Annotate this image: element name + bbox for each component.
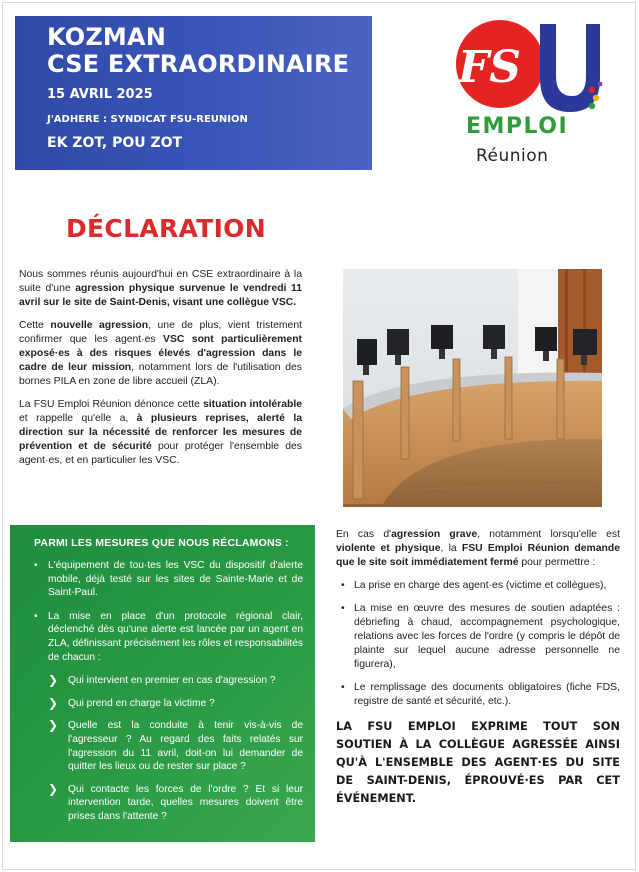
measures-box [10, 525, 315, 842]
intro-paragraph-2 [19, 319, 302, 389]
intro-p3-bold-a: situation intolérable [203, 399, 302, 410]
office-desks-photo [343, 269, 602, 507]
protocol-questions [48, 674, 303, 823]
fsu-logo-icon [452, 18, 612, 118]
intro-text [19, 268, 302, 477]
grave-list [336, 579, 620, 709]
grave-bold-c: FSU Emploi Réunion demande que le site soit immédiatement fermé [336, 543, 621, 568]
protocol-question [48, 697, 303, 711]
grave-bold-a: agression grave [391, 529, 478, 540]
question-text: Qui prend en charge la victime ? [68, 697, 215, 709]
intro-p1-bold: agression physique survenue le vendredi 11 avril sur le site de Saint-Denis, visant une collègue VSC. [19, 283, 302, 308]
intro-p2-text-b: , une de plus, vient tristement confirmer que les agent·es [19, 320, 303, 345]
logo-emploi: EMPLOI [466, 114, 569, 139]
chevron-right-icon: ❯ [48, 673, 59, 688]
grave-text-c: , la [440, 543, 462, 554]
intro-p2-text-a: Cette [19, 320, 51, 331]
grave-list-item: • La mise en œuvre des mesures de soutien adaptées : débriefing à chaud, accompagnement psychologique, relations avec les forces de l'ordre (y compris le dépôt de plainte sur lequel aucune adresse personnelle ne figurera), [336, 602, 620, 672]
declaration-title: DÉCLARATION [66, 214, 266, 243]
question-text: Qui contacte les forces de l'ordre ? Et si leur intervention tarde, quelles mesures doivent être prises dans l'attente ? [68, 783, 303, 822]
grave-intro [336, 528, 620, 570]
intro-p2-bold-a: nouvelle agression [50, 320, 149, 331]
chevron-right-icon: ❯ [48, 718, 59, 733]
measures-title: PARMI LES MESURES QUE NOUS RÉCLAMONS : [34, 537, 289, 549]
intro-paragraph-3 [19, 398, 302, 468]
fsu-emploi-logo [452, 18, 612, 170]
protocol-question [48, 674, 303, 688]
header-slogan: EK ZOT, POU ZOT [47, 135, 183, 151]
question-text: Qui intervient en premier en cas d'agression ? [68, 675, 276, 687]
measure-item-2-text: La mise en place d'un protocole régional clair, déclenché dès qu'une alerte est lancée par un agent en ZLA, définissant précisément les rôles et responsabilités de chacun : [48, 610, 303, 663]
header-date: 15 AVRIL 2025 [47, 87, 153, 102]
office-desks-illustration [343, 269, 602, 507]
measures-list [34, 559, 303, 824]
intro-p3-bold-b: à plusieurs reprises, alerté la direction sur la nécessité de renforcer les mesures de prévention et de sécurité [19, 413, 302, 452]
measure-item-1: • L'équipement de tou·tes les VSC du dispositif d'alerte mobile, déjà testé sur les sites de Sainte-Marie et de Saint-Paul. [34, 559, 303, 600]
protocol-question [48, 783, 303, 824]
intro-p3-text-a: La FSU Emploi Réunion dénonce cette [19, 399, 204, 410]
grave-list-item: • La prise en charge des agent·es (victime et collègues), [336, 579, 620, 593]
grave-aggression-section [336, 528, 620, 808]
logo-fs-text: FS [458, 42, 522, 93]
intro-p3-text-b: et rappelle qu'elle a, [19, 413, 137, 424]
support-statement: LA FSU EMPLOI EXPRIME TOUT SON SOUTIEN À LA COLLÈGUE AGRESSÉE AINSI QU'À L'ENSEMBLE DES AGENT·ES DU SITE DE SAINT-DENIS, ÉPROUVÉ·ES PAR CET ÉVÉNEMENT. [336, 720, 620, 805]
intro-p2-bold-b: VSC sont particulièrement exposé·es à des risques élevés d'agression dans le cadre de leur mission [19, 334, 303, 373]
intro-p3-text-c: pour protéger l'ensemble des agent·es, et en particulier les VSC. [19, 441, 302, 466]
measure-item-2 [34, 610, 303, 824]
grave-text-b: , notamment lorsqu'elle est [477, 529, 620, 540]
header-title-line2: CSE EXTRAORDINAIRE [47, 50, 350, 78]
grave-text-a: En cas d' [336, 529, 392, 540]
intro-p1-text: Nous sommes réunis aujourd'hui en CSE extraordinaire à la suite d'une [19, 269, 302, 294]
grave-bold-b: violente et physique [336, 543, 441, 554]
question-text: Quelle est la conduite à tenir vis-à-vis de l'agresseur ? Au regard des faits relatés sur l'agression du 11 avril, doit-on lui demander de quitter les lieux ou de rester sur place ? [68, 720, 303, 773]
logo-region: Réunion [476, 146, 549, 166]
chevron-right-icon: ❯ [48, 695, 59, 710]
protocol-question [48, 719, 303, 773]
header-adhere: J'ADHERE : SYNDICAT FSU-REUNION [47, 114, 248, 125]
intro-paragraph-1 [19, 268, 302, 310]
header-title-line1: KOZMAN [47, 23, 167, 51]
grave-list-item: • Le remplissage des documents obligatoires (fiche FDS, registre de santé et sécurité, etc.). [336, 681, 620, 709]
chevron-right-icon: ❯ [48, 781, 59, 796]
intro-p2-text-c: , notamment lors de l'utilisation des bornes PILA en zone de libre accueil (ZLA). [19, 362, 302, 387]
grave-text-d: pour permettre : [518, 557, 596, 568]
header-banner [15, 16, 372, 170]
